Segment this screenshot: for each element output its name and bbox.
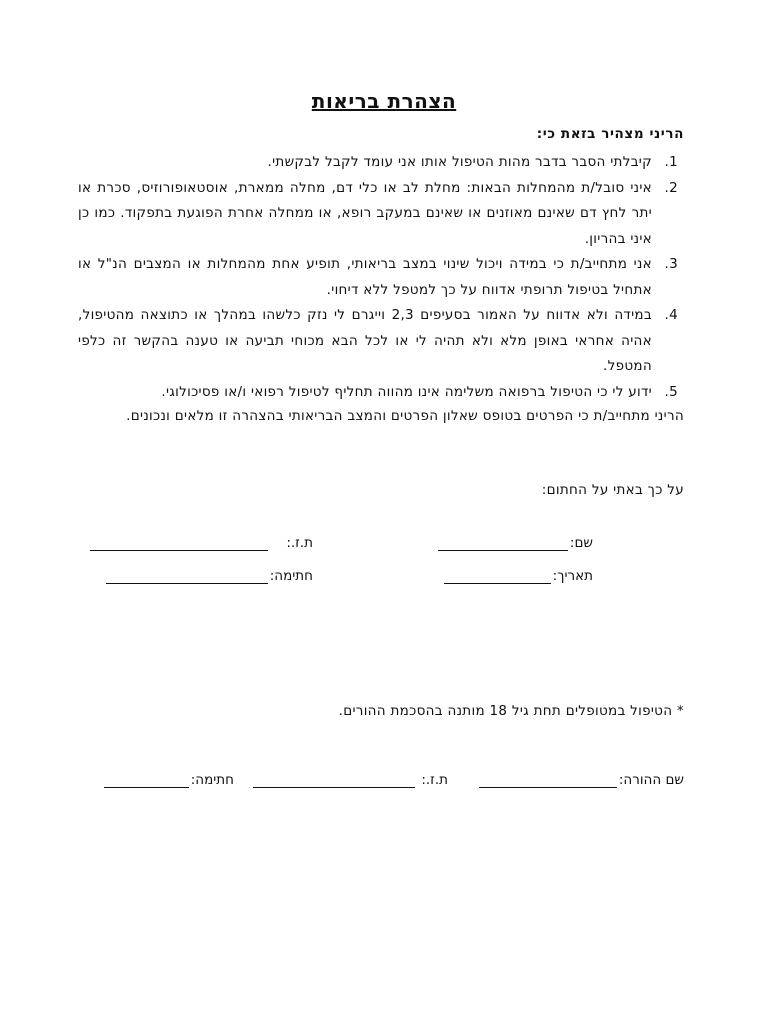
date-line[interactable] xyxy=(444,570,551,584)
list-item xyxy=(78,176,678,253)
name-label: שם: xyxy=(569,535,593,551)
parent-name-line[interactable] xyxy=(479,774,617,788)
item-number: 5. xyxy=(664,383,678,400)
item-number: 2. xyxy=(664,179,678,196)
list-item xyxy=(78,303,678,380)
signature-field[interactable] xyxy=(106,568,313,584)
item-number: 3. xyxy=(664,256,678,272)
item-number: 1. xyxy=(664,154,678,170)
item-text: במידה ולא אדווח על האמור בסעיפים 2,3 וייגרם לי נזק כלשהו במהלך או כתוצאה מהטיפול, אהיה אחראי באופן מלא ולא תהיה לי או לכל הבא מכוחי תביעה או טענה בהקשר זה כלפי המטפל. xyxy=(78,307,652,374)
signature-line[interactable] xyxy=(106,570,268,584)
parent-signature-line[interactable] xyxy=(104,774,189,788)
date-label: תאריך: xyxy=(552,568,593,584)
item-text: אני מתחייב/ת כי במידה ויכול שינוי במצב בריאותי, תופיע אחת מהמחלות או המצבים הנ"ל או אתחיל בטיפול תרופתי אדווח על כך למטפל ללא דיחוי. xyxy=(78,256,652,298)
list-item xyxy=(78,252,678,303)
name-line[interactable] xyxy=(438,537,568,551)
list-item xyxy=(78,380,678,406)
parent-id-field[interactable] xyxy=(253,772,448,788)
parent-name-field[interactable] xyxy=(479,772,684,788)
accuracy-declaration: הריני מתחייב/ת כי הפרטים בטופס שאלון הפרטים והמצב הבריאותי בהצהרה זו מלאים ונכונים. xyxy=(126,408,684,424)
name-field[interactable] xyxy=(438,535,593,551)
item-text: קיבלתי הסבר בדבר מהות הטיפול אותו אני עומד לקבל לבקשתי. xyxy=(267,154,652,170)
parent-name-label: שם ההורה: xyxy=(618,772,684,788)
parent-signature-field[interactable] xyxy=(104,772,234,788)
id-field[interactable] xyxy=(90,535,313,551)
item-text: ידוע לי כי הטיפול ברפואה משלימה אינו מהווה תחליף לטיפול רפואי ו/או פסיכולוגי. xyxy=(161,383,652,400)
id-label: ת.ז.: xyxy=(286,535,313,551)
document-title: הצהרת בריאות xyxy=(311,89,457,113)
date-field[interactable] xyxy=(444,568,593,584)
declaration-list xyxy=(78,150,678,405)
parent-id-line[interactable] xyxy=(253,774,415,788)
signature-label: חתימה: xyxy=(269,568,313,584)
intro-statement: הריני מצהיר בזאת כי: xyxy=(536,126,684,142)
parent-id-label: ת.ז.: xyxy=(421,772,448,788)
item-text: איני סובל/ת מהמחלות הבאות: מחלת לב או כלי דם, מחלה ממארת, אוסטאופורוזיס, סכרת או יתר לחץ דם שאינם מאוזנים או שאינם במעקב רופא, או ממחלה אחרת הפוגעת בתפקוד. כמו כן איני בהריון. xyxy=(78,179,652,247)
witness-statement: על כך באתי על החתום: xyxy=(541,482,684,498)
item-number: 4. xyxy=(664,307,678,323)
id-line[interactable] xyxy=(90,537,268,551)
list-item xyxy=(78,150,678,176)
parent-signature-label: חתימה: xyxy=(190,772,234,788)
minors-note: * הטיפול במטופלים תחת גיל 18 מותנה בהסכמת ההורים. xyxy=(338,703,684,719)
